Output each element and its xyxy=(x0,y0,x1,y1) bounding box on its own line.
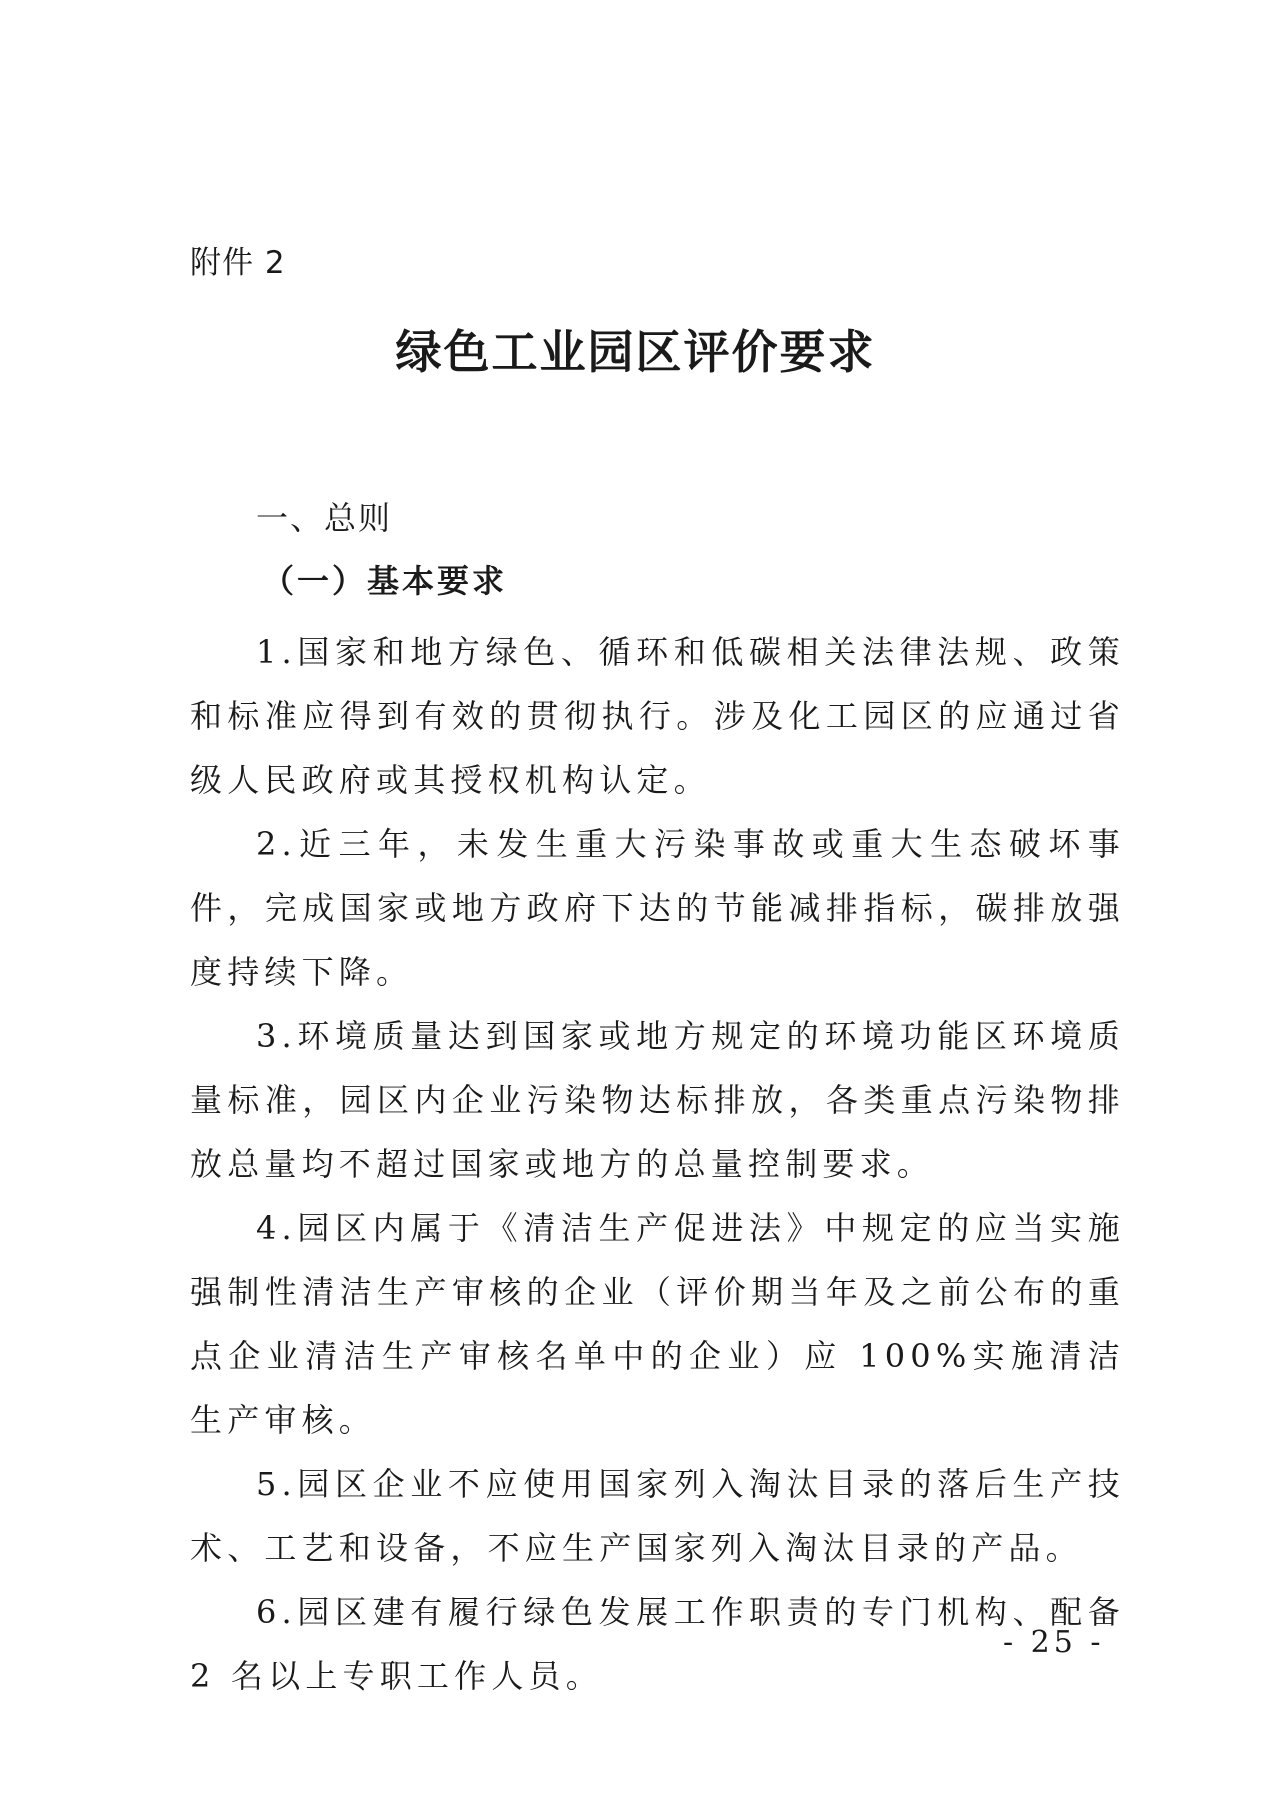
body-text xyxy=(190,620,1125,1708)
paragraph-3: 3.环境质量达到国家或地方规定的环境功能区环境质量标准，园区内企业污染物达标排放，各类重点污染物排放总量均不超过国家或地方的总量控制要求。 xyxy=(190,1017,1125,1183)
sub-heading: （一）基本要求 xyxy=(262,562,508,600)
document-title: 绿色工业园区评价要求 xyxy=(395,325,876,379)
paragraph-4: 4.园区内属于《清洁生产促进法》中规定的应当实施强制性清洁生产审核的企业（评价期当年及之前公布的重点企业清洁生产审核名单中的企业）应 100%实施清洁生产审核。 xyxy=(190,1209,1125,1439)
paragraph-2: 2.近三年，未发生重大污染事故或重大生态破坏事件，完成国家或地方政府下达的节能减排指标，碳排放强度持续下降。 xyxy=(190,825,1125,991)
paragraph-1: 1.国家和地方绿色、循环和低碳相关法律法规、政策和标准应得到有效的贯彻执行。涉及化工园区的应通过省级人民政府或其授权机构认定。 xyxy=(190,633,1125,799)
attachment-label: 附件 2 xyxy=(190,245,286,281)
paragraph-6: 6.园区建有履行绿色发展工作职责的专门机构、配备 2 名以上专职工作人员。 xyxy=(190,1593,1125,1695)
page-number: - 25 - xyxy=(1003,1625,1105,1660)
paragraph-5: 5.园区企业不应使用国家列入淘汰目录的落后生产技术、工艺和设备，不应生产国家列入淘汰目录的产品。 xyxy=(190,1465,1125,1567)
section-heading: 一、总则 xyxy=(256,499,393,537)
